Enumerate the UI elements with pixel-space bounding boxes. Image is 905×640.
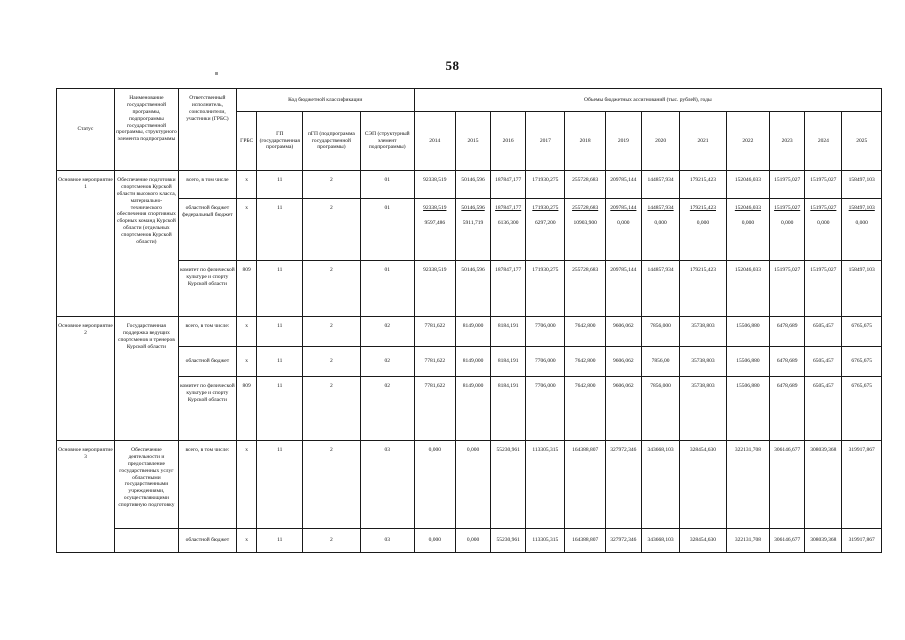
value-cell: 327972,346 bbox=[605, 529, 641, 553]
sep-cell: 01 bbox=[360, 171, 414, 199]
value-cell: 92338,519 bbox=[414, 171, 455, 199]
value-cell bbox=[455, 199, 490, 261]
value-cell: 209785,144 bbox=[605, 261, 641, 317]
table-row bbox=[57, 377, 882, 441]
value-cell: 187847,177 bbox=[491, 171, 526, 199]
grbs-cell: 809 bbox=[236, 261, 257, 317]
executor-cell: всего, в том числе bbox=[178, 171, 236, 199]
header-row-1 bbox=[57, 89, 882, 112]
executor-cell: комитет по физической культуре и спорту Курской области bbox=[178, 261, 236, 317]
value-cell: 8149,000 bbox=[455, 347, 490, 377]
value-cell: 9606,062 bbox=[605, 347, 641, 377]
sep-cell: 02 bbox=[360, 347, 414, 377]
value-cell: 179215,423 bbox=[680, 171, 727, 199]
federal-value: 0,000 bbox=[741, 219, 755, 226]
gp-cell: 11 bbox=[257, 377, 302, 441]
federal-value: 0,000 bbox=[654, 219, 667, 226]
sep-cell: 01 bbox=[360, 199, 414, 261]
header-gp: ГП (государственная программа) bbox=[257, 112, 302, 171]
value-cell bbox=[414, 199, 455, 261]
value-cell: 328454,630 bbox=[680, 441, 727, 529]
value-cell: 0,000 bbox=[455, 529, 490, 553]
table-row bbox=[57, 171, 882, 199]
value-cell: 158497,103 bbox=[842, 261, 882, 317]
value-cell: 151975,027 bbox=[805, 171, 842, 199]
regional-value: 151975,027 bbox=[774, 205, 801, 211]
value-cell bbox=[726, 199, 769, 261]
value-cell: 7706,000 bbox=[526, 347, 565, 377]
page-number: 58 bbox=[445, 58, 460, 73]
table-row bbox=[57, 529, 882, 553]
sep-cell: 02 bbox=[360, 377, 414, 441]
header-sep: СЭП (структурный элемент подпрограммы) bbox=[360, 112, 414, 171]
value-cell: 327972,346 bbox=[605, 441, 641, 529]
value-cell: 7856,000 bbox=[641, 317, 679, 347]
value-cell: 8149,000 bbox=[455, 317, 490, 347]
value-cell: 6478,689 bbox=[770, 377, 805, 441]
pgp-cell: 2 bbox=[302, 441, 360, 529]
value-cell: 8184,191 bbox=[491, 377, 526, 441]
regional-value: 209785,144 bbox=[610, 205, 637, 211]
grbs-cell: х bbox=[236, 441, 257, 529]
value-cell: 319917,867 bbox=[842, 441, 882, 529]
value-cell: 6505,457 bbox=[805, 317, 842, 347]
value-cell: 35738,803 bbox=[680, 347, 727, 377]
value-cell: 255728,683 bbox=[565, 261, 605, 317]
value-cell: 6505,457 bbox=[805, 377, 842, 441]
status-cell: Основное мероприятие 3 bbox=[57, 441, 115, 553]
header-year: 2014 bbox=[414, 112, 455, 171]
gp-cell: 11 bbox=[257, 261, 302, 317]
header-year: 2021 bbox=[680, 112, 727, 171]
header-pgp: пГП (подпрограмма государственной программы) bbox=[302, 112, 360, 171]
value-cell bbox=[491, 199, 526, 261]
value-cell: 6505,457 bbox=[805, 347, 842, 377]
value-cell: 322131,708 bbox=[726, 441, 769, 529]
value-cell: 6478,689 bbox=[770, 347, 805, 377]
pgp-cell: 2 bbox=[302, 317, 360, 347]
header-year: 2015 bbox=[455, 112, 490, 171]
value-cell: 9606,062 bbox=[605, 377, 641, 441]
grbs-cell: х bbox=[236, 199, 257, 261]
value-cell: 179215,423 bbox=[680, 261, 727, 317]
name-cell: Государственная поддержка ведущих спортсменов и тренеров Курской области bbox=[114, 317, 178, 441]
pgp-cell: 2 bbox=[302, 377, 360, 441]
value-cell bbox=[526, 199, 565, 261]
value-cell: 322131,708 bbox=[726, 529, 769, 553]
regional-value: 171930,275 bbox=[532, 205, 559, 211]
table-row bbox=[57, 317, 882, 347]
value-cell: 6765,675 bbox=[842, 317, 882, 347]
value-cell: 151975,027 bbox=[770, 261, 805, 317]
value-cell: 151975,027 bbox=[805, 261, 842, 317]
gp-cell: 11 bbox=[257, 441, 302, 529]
regional-value: 152046,033 bbox=[734, 205, 761, 211]
value-cell: 113305,315 bbox=[526, 529, 565, 553]
executor-cell: областной бюджет федеральный бюджет bbox=[178, 199, 236, 261]
value-cell: 151975,027 bbox=[770, 171, 805, 199]
value-cell: 0,000 bbox=[455, 441, 490, 529]
regional-value: 92338,519 bbox=[423, 205, 447, 211]
regional-value: 187847,177 bbox=[495, 205, 522, 211]
sep-cell: 01 bbox=[360, 261, 414, 317]
value-cell: 15506,880 bbox=[726, 377, 769, 441]
value-cell: 171930,275 bbox=[526, 261, 565, 317]
header-year: 2025 bbox=[842, 112, 882, 171]
value-cell: 7642,800 bbox=[565, 377, 605, 441]
pgp-cell: 2 bbox=[302, 199, 360, 261]
grbs-cell: х bbox=[236, 529, 257, 553]
header-year: 2024 bbox=[805, 112, 842, 171]
value-cell: 50146,596 bbox=[455, 261, 490, 317]
gp-cell: 11 bbox=[257, 347, 302, 377]
table-row bbox=[57, 261, 882, 317]
pgp-cell: 2 bbox=[302, 529, 360, 553]
value-cell: 319917,867 bbox=[842, 529, 882, 553]
value-cell: 92338,519 bbox=[414, 261, 455, 317]
value-cell: 6765,675 bbox=[842, 377, 882, 441]
regional-value: 255728,683 bbox=[572, 205, 599, 211]
federal-value: 9597,486 bbox=[424, 219, 446, 226]
value-cell: 209785,144 bbox=[605, 171, 641, 199]
value-cell: 0,000 bbox=[414, 441, 455, 529]
value-cell: 35738,803 bbox=[680, 377, 727, 441]
gp-cell: 11 bbox=[257, 171, 302, 199]
value-cell: 8184,191 bbox=[491, 347, 526, 377]
value-cell: 8184,191 bbox=[491, 317, 526, 347]
value-cell: 7706,000 bbox=[526, 377, 565, 441]
value-cell: 8149,000 bbox=[455, 377, 490, 441]
value-cell: 343668,103 bbox=[641, 529, 679, 553]
value-cell bbox=[770, 199, 805, 261]
federal-value: 0,000 bbox=[855, 219, 868, 226]
value-cell: 35738,803 bbox=[680, 317, 727, 347]
header-year: 2020 bbox=[641, 112, 679, 171]
value-cell bbox=[641, 199, 679, 261]
value-cell: 187847,177 bbox=[491, 261, 526, 317]
header-year: 2017 bbox=[526, 112, 565, 171]
value-cell: 50146,596 bbox=[455, 171, 490, 199]
value-cell: 158497,103 bbox=[842, 171, 882, 199]
federal-value: 5911,719 bbox=[462, 219, 484, 226]
value-cell: 328454,630 bbox=[680, 529, 727, 553]
header-name: Наименование государственной программы, подпрограммы государственной программы, структурного элемента подпрограммы bbox=[114, 89, 178, 171]
federal-value: 0,000 bbox=[617, 219, 630, 226]
grbs-cell: х bbox=[236, 347, 257, 377]
sep-cell: 03 bbox=[360, 529, 414, 553]
value-cell: 308039,368 bbox=[805, 529, 842, 553]
value-cell: 7856,000 bbox=[641, 377, 679, 441]
name-cell-empty bbox=[114, 529, 178, 553]
federal-value: 10903,900 bbox=[573, 219, 597, 226]
value-cell: 255728,683 bbox=[565, 171, 605, 199]
header-budget-code: Код бюджетной классификации bbox=[236, 89, 414, 112]
sep-cell: 03 bbox=[360, 441, 414, 529]
value-cell: 152046,033 bbox=[726, 171, 769, 199]
regional-value: 50146,596 bbox=[461, 205, 485, 211]
status-cell: Основное мероприятие 1 bbox=[57, 171, 115, 317]
grbs-cell: 809 bbox=[236, 377, 257, 441]
value-cell: 308039,368 bbox=[805, 441, 842, 529]
federal-value: 0,000 bbox=[817, 219, 830, 226]
value-cell: 164388,807 bbox=[565, 529, 605, 553]
value-cell bbox=[605, 199, 641, 261]
value-cell: 6478,689 bbox=[770, 317, 805, 347]
value-cell: 343668,103 bbox=[641, 441, 679, 529]
pgp-cell: 2 bbox=[302, 261, 360, 317]
federal-value: 6297,200 bbox=[535, 219, 556, 226]
value-cell bbox=[842, 199, 882, 261]
value-cell: 55230,961 bbox=[491, 441, 526, 529]
status-cell: Основное мероприятие 2 bbox=[57, 317, 115, 441]
header-year: 2019 bbox=[605, 112, 641, 171]
executor-cell: областной бюджет bbox=[178, 529, 236, 553]
value-cell: 7856,00 bbox=[641, 347, 679, 377]
pgp-cell: 2 bbox=[302, 171, 360, 199]
value-cell: 144857,934 bbox=[641, 171, 679, 199]
header-year: 2018 bbox=[565, 112, 605, 171]
value-cell: 152046,033 bbox=[726, 261, 769, 317]
regional-value: 144857,934 bbox=[647, 205, 674, 211]
scan-speck bbox=[215, 72, 218, 75]
value-cell: 7781,622 bbox=[414, 347, 455, 377]
table-row bbox=[57, 199, 882, 261]
value-cell: 7781,622 bbox=[414, 377, 455, 441]
value-cell bbox=[680, 199, 727, 261]
value-cell: 7781,622 bbox=[414, 317, 455, 347]
executor-cell: комитет по физической культуре и спорту Курской области bbox=[178, 377, 236, 441]
gp-cell: 11 bbox=[257, 529, 302, 553]
value-cell: 7642,800 bbox=[565, 317, 605, 347]
header-grbs: ГРБС bbox=[236, 112, 257, 171]
value-cell bbox=[565, 199, 605, 261]
executor-cell: всего, в том числе: bbox=[178, 441, 236, 529]
value-cell: 9606,062 bbox=[605, 317, 641, 347]
header-executor: Ответственный исполнитель, соисполнители, участники (ГРБС) bbox=[178, 89, 236, 171]
header-volumes: Объемы бюджетных ассигнований (тыс. рублей), годы bbox=[414, 89, 881, 112]
value-cell: 0,000 bbox=[414, 529, 455, 553]
pgp-cell: 2 bbox=[302, 347, 360, 377]
grbs-cell: х bbox=[236, 171, 257, 199]
table-row bbox=[57, 441, 882, 529]
gp-cell: 11 bbox=[257, 317, 302, 347]
sep-cell: 02 bbox=[360, 317, 414, 347]
value-cell: 171930,275 bbox=[526, 171, 565, 199]
value-cell: 7706,000 bbox=[526, 317, 565, 347]
value-cell: 306146,677 bbox=[770, 441, 805, 529]
executor-cell: областной бюджет bbox=[178, 347, 236, 377]
gp-cell: 11 bbox=[257, 199, 302, 261]
regional-value: 151975,027 bbox=[810, 205, 837, 211]
value-cell: 144857,934 bbox=[641, 261, 679, 317]
federal-value: 0,000 bbox=[696, 219, 710, 226]
name-cell: Обеспечение подготовки спортсменов Курской области высокого класса, материально-технического обеспечения спортивных сборных команд Курской области (отдельных спортсменов Курской области) bbox=[114, 171, 178, 317]
header-status: Статус bbox=[57, 89, 115, 171]
value-cell: 55230,961 bbox=[491, 529, 526, 553]
value-cell: 15506,880 bbox=[726, 347, 769, 377]
header-year: 2023 bbox=[770, 112, 805, 171]
value-cell bbox=[805, 199, 842, 261]
federal-value: 6136,300 bbox=[497, 219, 519, 226]
regional-value: 158497,103 bbox=[848, 205, 875, 211]
table-row bbox=[57, 347, 882, 377]
value-cell: 7642,800 bbox=[565, 347, 605, 377]
value-cell: 113305,315 bbox=[526, 441, 565, 529]
name-cell: Обеспечение деятельности и предоставление государственных услуг областными государственными учреждениями, осуществляющими спортивную подготовку bbox=[114, 441, 178, 529]
header-year: 2022 bbox=[726, 112, 769, 171]
value-cell: 15506,880 bbox=[726, 317, 769, 347]
federal-value: 0,000 bbox=[780, 219, 794, 226]
regional-value: 179215,423 bbox=[689, 205, 716, 211]
value-cell: 6765,675 bbox=[842, 347, 882, 377]
budget-table bbox=[56, 88, 882, 553]
grbs-cell: х bbox=[236, 317, 257, 347]
header-year: 2016 bbox=[491, 112, 526, 171]
value-cell: 306146,677 bbox=[770, 529, 805, 553]
value-cell: 164388,807 bbox=[565, 441, 605, 529]
executor-cell: всего, в том числе: bbox=[178, 317, 236, 347]
